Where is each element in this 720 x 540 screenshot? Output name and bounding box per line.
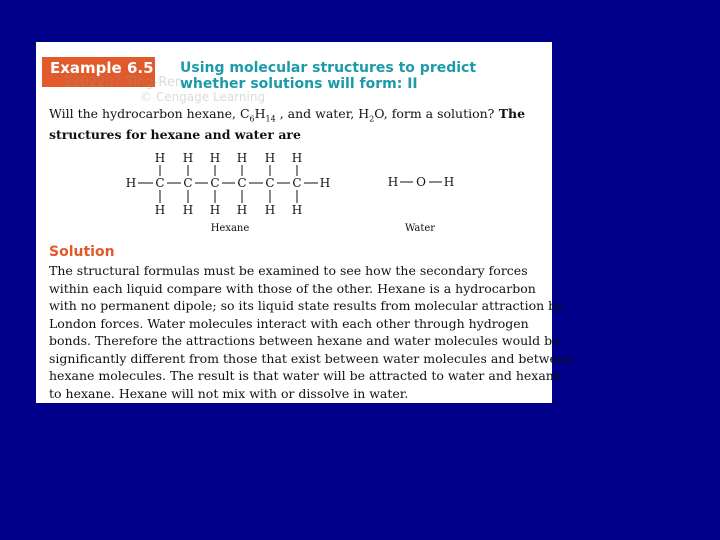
carbon-atom: C: [265, 176, 275, 190]
question-part-2: H: [254, 106, 266, 121]
solution-line: within each liquid compare with those of the other. Hexane is a hydrocarbon: [49, 280, 536, 296]
hydrogen-atom: H: [264, 151, 276, 165]
hydrogen-atom: H: [209, 203, 221, 217]
question-sub-2: 14: [265, 114, 276, 124]
solution-line: significantly different from those that exist between water molecules and between: [49, 350, 573, 366]
hydrogen-atom: H: [154, 203, 166, 217]
watermark-line-1: 2202207 Ting-Ren: [64, 75, 184, 90]
question-sub-1: 6: [249, 114, 255, 124]
hydrogen-atom: H: [443, 175, 455, 189]
carbon-atom: C: [237, 176, 247, 190]
carbon-atom: C: [155, 176, 165, 190]
hydrogen-atom: H: [154, 151, 166, 165]
hydrogen-atom: H: [291, 151, 303, 165]
hydrogen-atom: H: [182, 151, 194, 165]
carbon-atom: C: [183, 176, 193, 190]
hydrogen-atom: H: [182, 203, 194, 217]
hexane-label: Hexane: [210, 223, 250, 234]
example-card: [36, 42, 573, 403]
solution-line: The structural formulas must be examined to see how the secondary forces: [49, 263, 528, 278]
question-sub-3: 2: [369, 114, 375, 124]
example-number-badge: Example 6.5: [42, 57, 155, 87]
water-structure: [388, 175, 454, 189]
question-part-3: , and water, H: [275, 106, 370, 121]
solution-line: hexane molecules. The result is that water will be attracted to water and hexane: [49, 368, 562, 383]
example-title: Using molecular structures to predict whether solutions will form: II: [180, 60, 477, 92]
water-label: Water: [404, 223, 436, 234]
solution-line: bonds. Therefore the attractions between hexane and water molecules would be: [49, 333, 560, 348]
question-part-5: The structures for hexane and water are: [49, 106, 526, 142]
hydrogen-atom: H: [209, 151, 221, 165]
hydrogen-atom: H: [291, 203, 303, 217]
hydrogen-atom: H: [236, 203, 248, 217]
hydrogen-atom: H: [387, 175, 399, 189]
hydrogen-atom: H: [319, 176, 331, 190]
watermark-line-2: © Cengage Learning: [140, 90, 266, 104]
carbon-atom: C: [210, 176, 220, 190]
hydrogen-atom: H: [264, 203, 276, 217]
carbon-atom: C: [292, 176, 302, 190]
hexane-structure: [126, 151, 330, 217]
solution-line: London forces. Water molecules interact with each other through hydrogen: [49, 315, 529, 331]
question-part-1: Will the hydrocarbon hexane, C: [49, 106, 250, 121]
hydrogen-atom: H: [125, 176, 137, 190]
solution-line: with no permanent dipole; so its liquid state results from molecular attraction by: [49, 298, 564, 313]
question-text: [49, 106, 547, 142]
hydrogen-atom: H: [236, 151, 248, 165]
structural-formulas: [36, 142, 552, 237]
oxygen-atom: O: [416, 175, 426, 189]
solution-heading: Solution: [49, 244, 115, 260]
question-part-4: O, form a solution?: [374, 106, 495, 121]
solution-line: to hexane. Hexane will not mix with or dissolve in water.: [49, 385, 409, 401]
